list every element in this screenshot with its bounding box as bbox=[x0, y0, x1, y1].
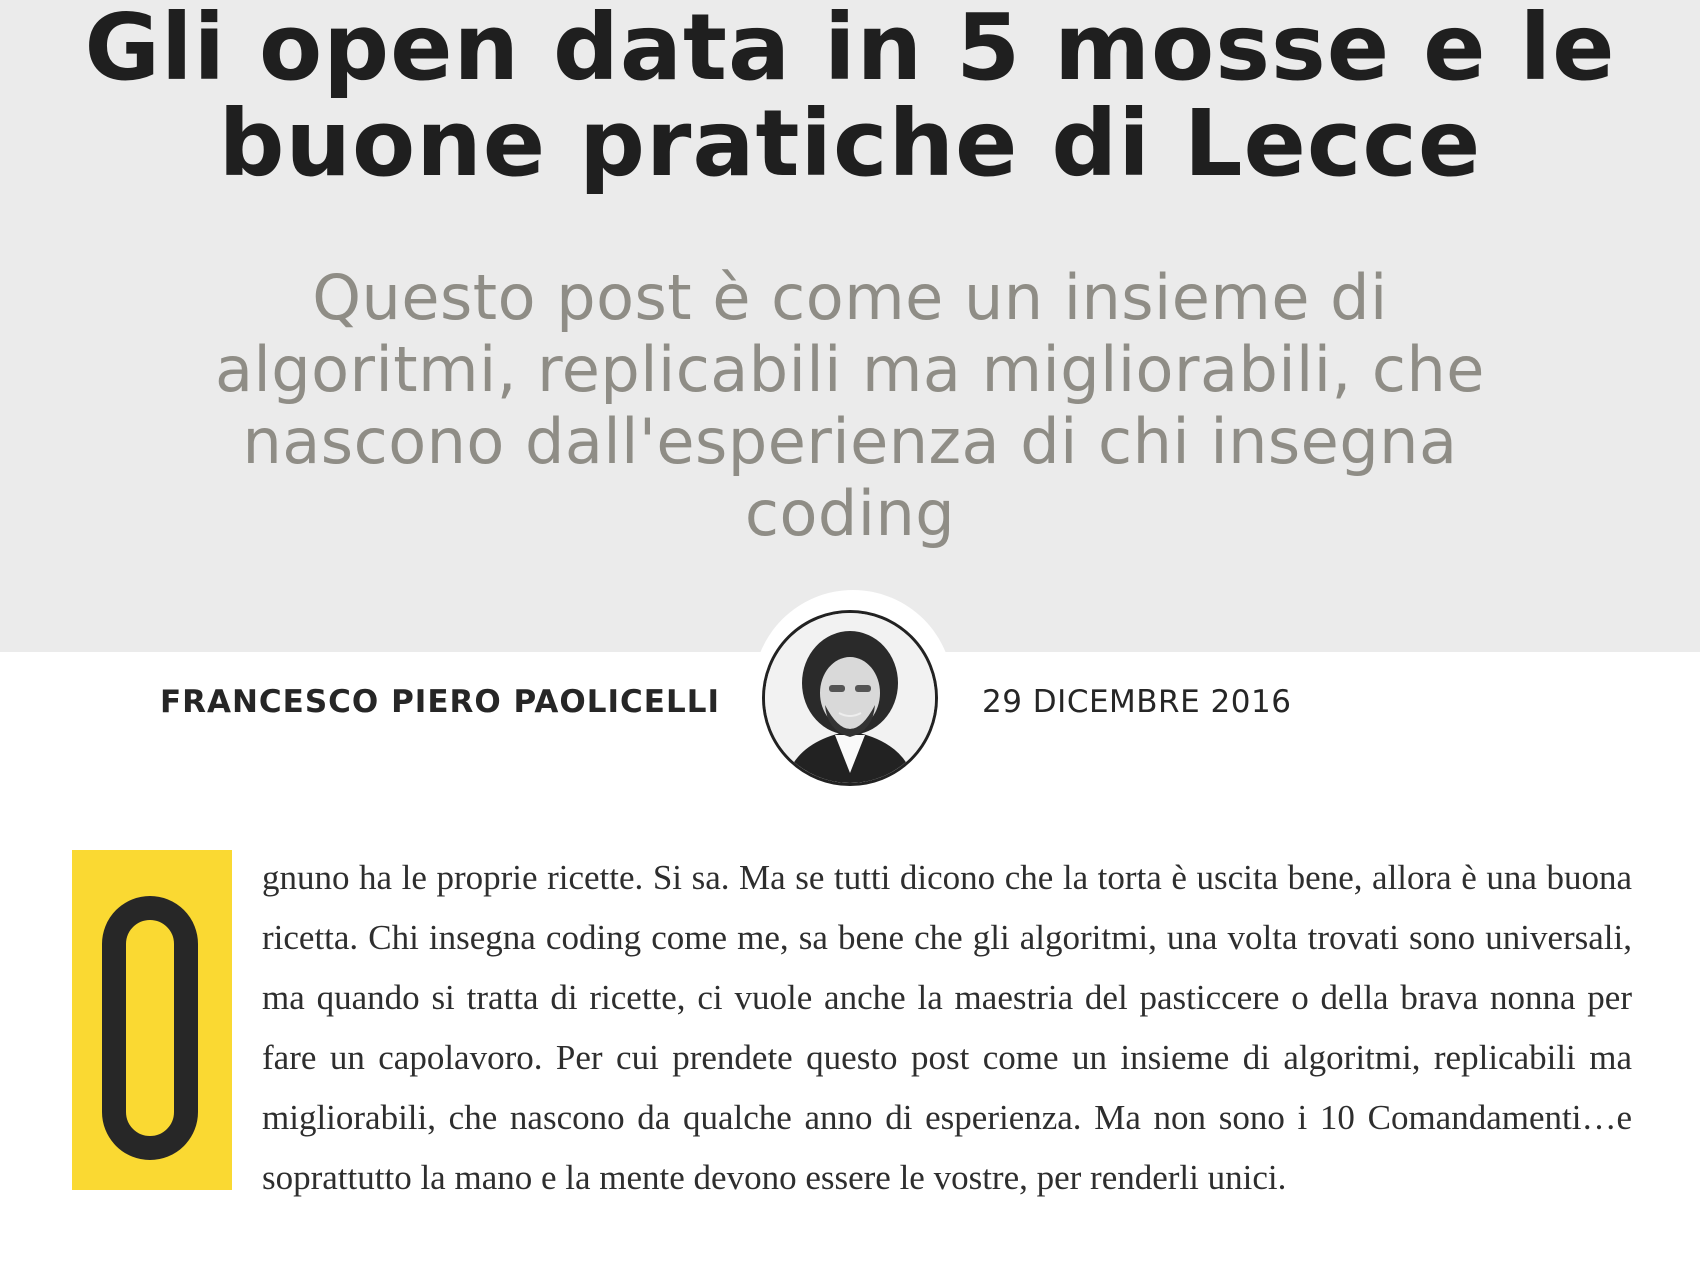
article-body bbox=[72, 848, 1632, 1208]
article-paragraph: gnuno ha le proprie ricette. Si sa. Ma se tutti dicono che la torta è uscita bene, allora è una buona ricetta. Chi insegna coding come me, sa bene che gli algoritmi, una volta trovati sono universali, ma quando si tratta di ricette, ci vuole anche la maestria del pasticcere o della brava nonna per fare un capolavoro. Per cui prendete questo post come un insieme di algoritmi, replicabili ma migliorabili, che nascono da qualche anno di esperienza. Ma non sono i 10 Comandamenti…e soprattutto la mano e la mente devono essere le vostre, per renderli unici. bbox=[262, 858, 1632, 1197]
article-subtitle: Questo post è come un insieme di algoritmi, replicabili ma migliorabili, che nascono dall'esperienza di chi insegna coding bbox=[215, 261, 1485, 550]
article-title: Gli open data in 5 mosse e le buone pratiche di Lecce bbox=[84, 0, 1616, 197]
author-name[interactable]: FRANCESCO PIERO PAOLICELLI bbox=[159, 684, 720, 720]
publish-date: 29 DICEMBRE 2016 bbox=[982, 684, 1292, 720]
author-avatar[interactable] bbox=[762, 610, 938, 786]
drop-cap-spacer bbox=[72, 848, 262, 1196]
author-photo-icon bbox=[765, 613, 935, 783]
